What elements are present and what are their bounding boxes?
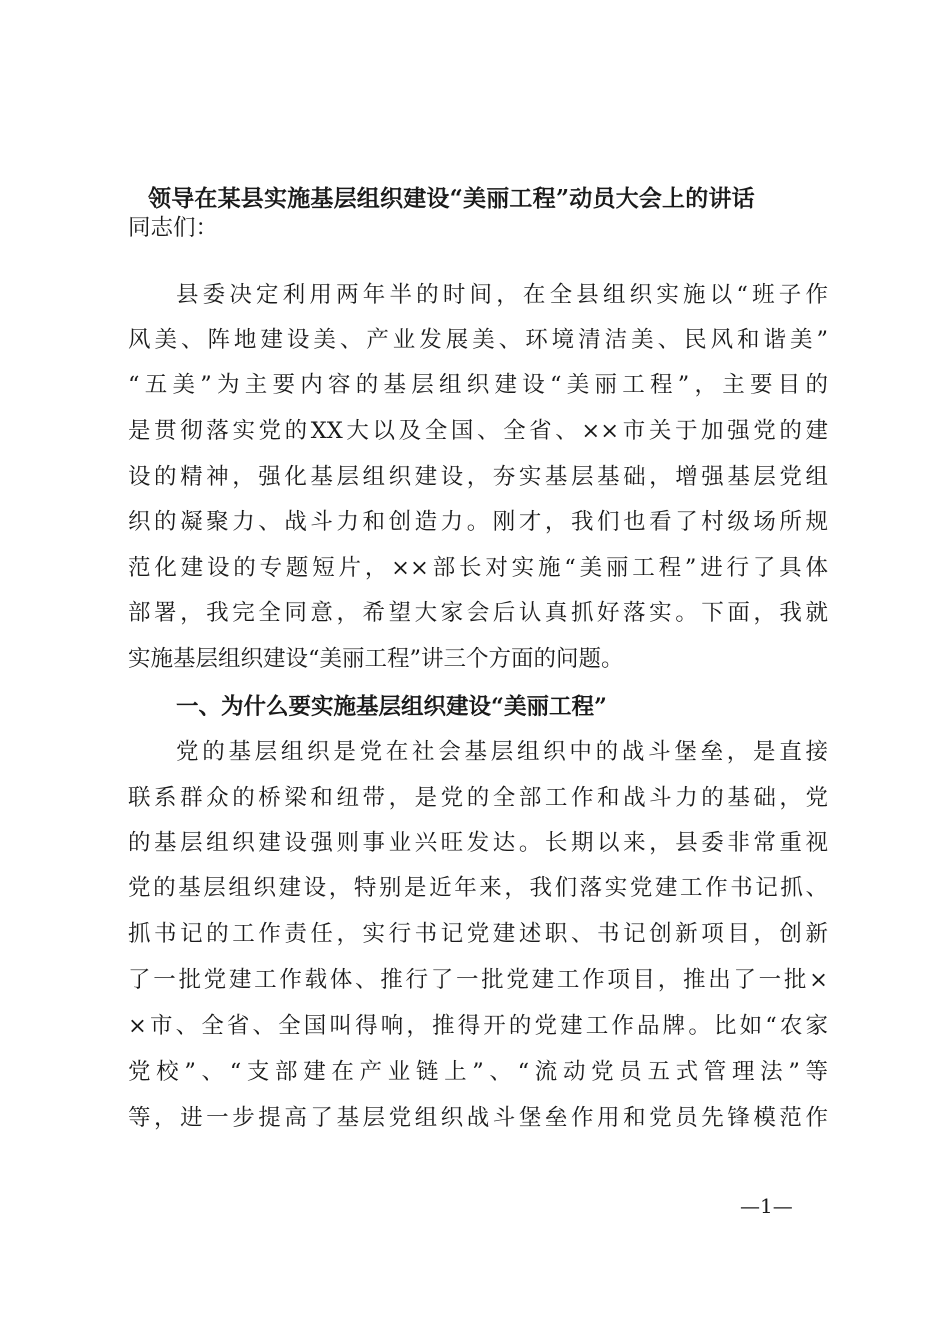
- paragraph-line: 部署，我完全同意，希望大家会后认真抓好落实。下面，我就: [128, 600, 828, 626]
- paragraph-line: 是贯彻落实党的XX大以及全国、全省、××市关于加强党的建: [128, 418, 828, 444]
- paragraph-line: 党的基层组织是党在社会基层组织中的战斗堡垒，是直接: [176, 739, 828, 765]
- paragraph-line: 织的凝聚力、战斗力和创造力。刚才，我们也看了村级场所规: [128, 509, 828, 535]
- paragraph-line: 风美、阵地建设美、产业发展美、环境清洁美、民风和谐美”: [128, 327, 828, 353]
- paragraph-line: 等，进一步提高了基层党组织战斗堡垒作用和党员先锋模范作: [128, 1105, 828, 1131]
- section-heading: 一、为什么要实施基层组织建设“美丽工程”: [176, 694, 607, 720]
- paragraph-line: 联系群众的桥梁和纽带，是党的全部工作和战斗力的基础，党: [128, 785, 828, 811]
- salutation: 同志们：: [128, 215, 219, 241]
- paragraph-line: 党的基层组织建设，特别是近年来，我们落实党建工作书记抓、: [128, 875, 828, 901]
- paragraph-line: 实施基层组织建设“美丽工程”讲三个方面的问题。: [128, 646, 624, 672]
- paragraph-line: “五美”为主要内容的基层组织建设“美丽工程”，主要目的: [128, 372, 828, 398]
- paragraph-line: 了一批党建工作载体、推行了一批党建工作项目，推出了一批×: [128, 967, 828, 993]
- page-number: —1—: [740, 1194, 793, 1218]
- paragraph-line: 县委决定利用两年半的时间，在全县组织实施以“班子作: [176, 282, 828, 308]
- paragraph-line: ×市、全省、全国叫得响，推得开的党建工作品牌。比如“农家: [128, 1013, 828, 1039]
- paragraph-line: 设的精神，强化基层组织建设，夯实基层基础，增强基层党组: [128, 464, 828, 490]
- document-title: 领导在某县实施基层组织建设“美丽工程”动员大会上的讲话: [148, 185, 755, 212]
- paragraph-line: 抓书记的工作责任，实行书记党建述职、书记创新项目，创新: [128, 921, 828, 947]
- paragraph-line: 的基层组织建设强则事业兴旺发达。长期以来，县委非常重视: [128, 830, 828, 856]
- paragraph-line: 党校”、“支部建在产业链上”、“流动党员五式管理法”等: [128, 1059, 828, 1085]
- paragraph-line: 范化建设的专题短片，××部长对实施“美丽工程”进行了具体: [128, 555, 828, 581]
